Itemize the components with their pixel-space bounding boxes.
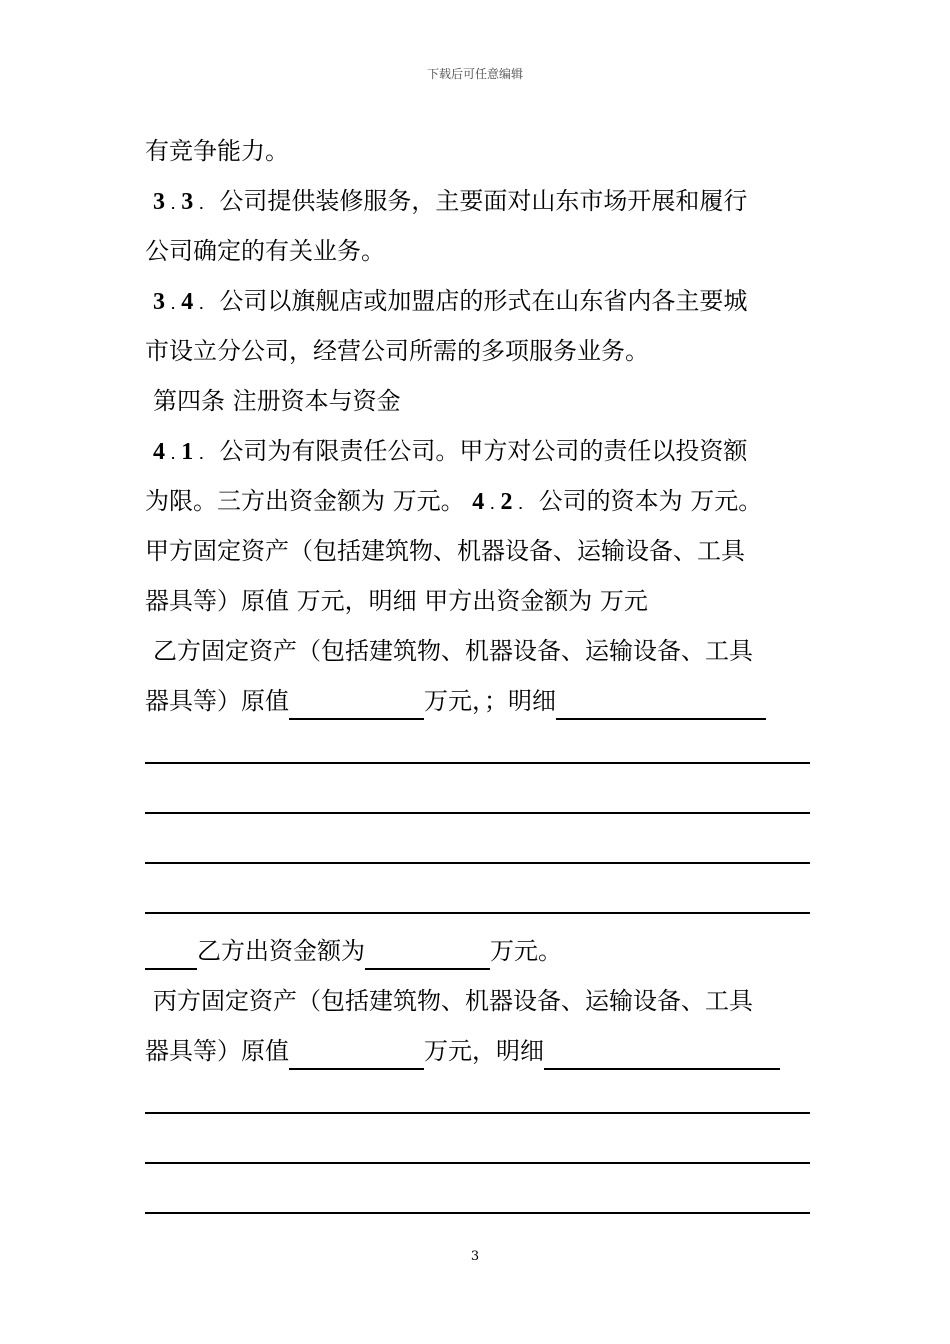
blank-line [145,776,810,826]
blank-field[interactable] [556,680,766,720]
blank-field[interactable] [145,1076,810,1114]
clause-3-3: 3 . 3 . 公司提供装修服务，主要面对山东市场开展和履行 [153,187,748,215]
blank-line [145,1076,810,1126]
clause-4-1: 4 . 1 . 公司为有限责任公司。甲方对公司的责任以投资额 [153,437,748,465]
clause-number: 4 [181,289,194,315]
text-line: 甲方固定资产（包括建筑物、机器设备、运输设备、工具 [145,537,745,565]
blank-line [145,826,810,876]
text-line-with-blanks: 器具等）原值 万元，明细 [145,1026,810,1076]
clause-number: 1 [181,439,194,465]
page-number: 3 [470,1249,480,1264]
blank-field[interactable] [145,1176,810,1214]
blank-field[interactable] [145,930,197,970]
clause-number: 3 [153,289,165,315]
text-line: 器具等）原值 万元，明细 甲方出资金额为 万元 [145,587,648,615]
text-line-with-blanks: 乙方出资金额为 万元。 [145,926,810,976]
text-line: 丙方固定资产（包括建筑物、机器设备、运输设备、工具 [153,987,753,1015]
blank-field[interactable] [289,1030,424,1070]
blank-field[interactable] [145,1126,810,1164]
clause-number: 3 [181,189,194,215]
clause-4-2-line: 为限。三方出资金额为 万元。 4 . 2 . 公司的资本为 万元。 [145,487,763,515]
blank-field[interactable] [145,726,810,764]
text-line-with-blanks: 器具等）原值 万元，；明细 [145,676,810,726]
blank-field[interactable] [544,1030,780,1070]
blank-field[interactable] [145,876,810,914]
text-line: 乙方固定资产（包括建筑物、机器设备、运输设备、工具 [153,637,753,665]
blank-field[interactable] [145,826,810,864]
blank-field[interactable] [145,776,810,814]
clause-3-4: 3 . 4 . 公司以旗舰店或加盟店的形式在山东省内各主要城 [153,287,748,315]
blank-line [145,876,810,926]
clause-number: 4 [153,439,165,465]
clause-number: 4 [472,489,485,515]
blank-line [145,726,810,776]
clause-number: 2 [500,489,513,515]
document-body [145,126,810,1226]
text-line: 有竞争能力。 [145,137,289,165]
section-heading: 第四条 注册资本与资金 [153,387,401,415]
text-line: 市设立分公司，经营公司所需的多项服务业务。 [145,337,649,365]
blank-field[interactable] [289,680,424,720]
text-line: 公司确定的有关业务。 [145,237,385,265]
blank-line [145,1126,810,1176]
blank-field[interactable] [365,930,490,970]
blank-line [145,1176,810,1226]
page-header: 下载后可任意编辑 [426,67,523,81]
clause-number: 3 [153,189,165,215]
